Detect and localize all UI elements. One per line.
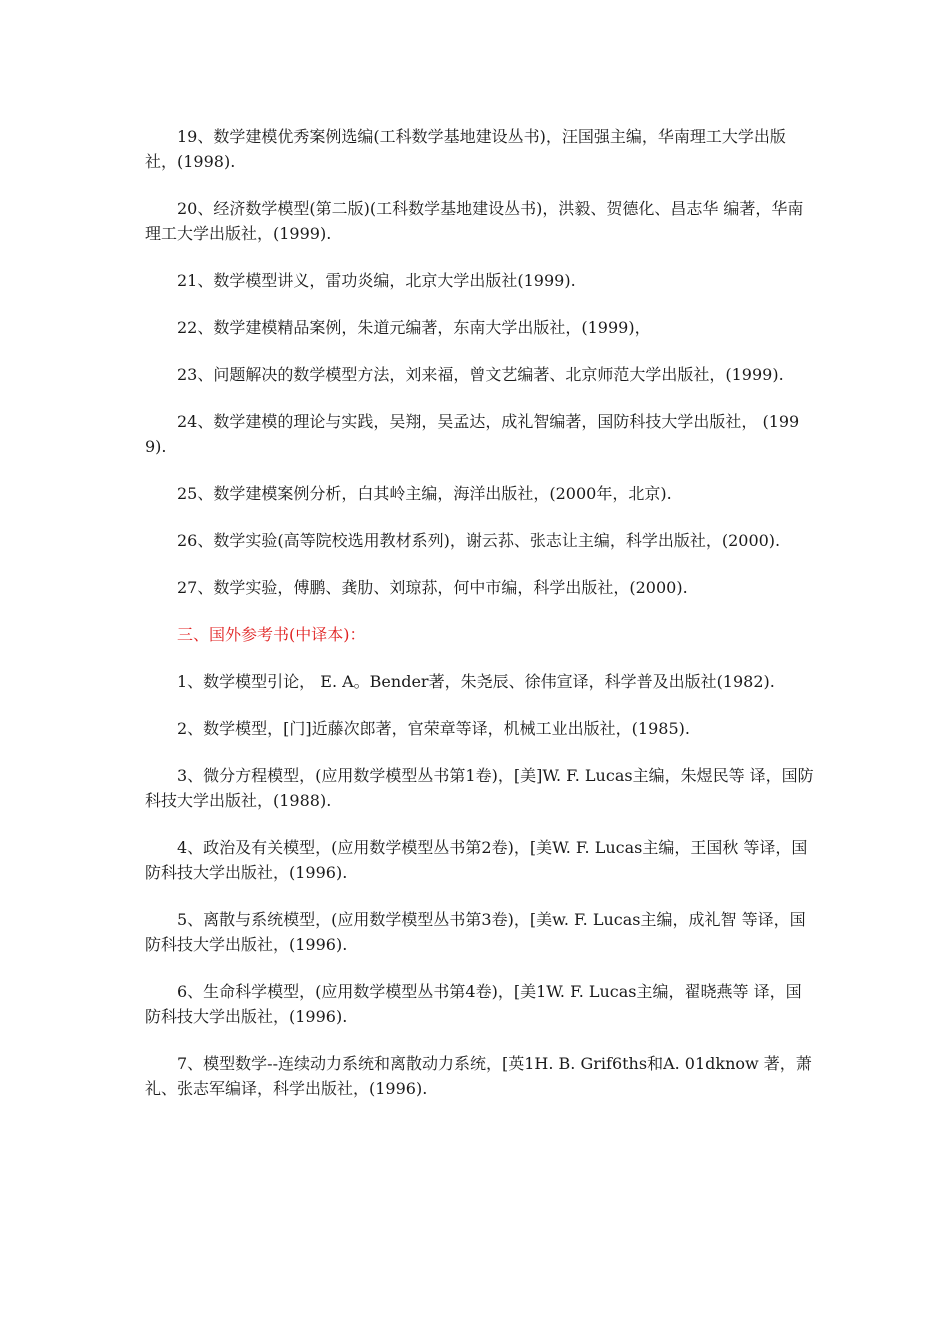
foreign-reference-entry-4: 4、政治及有关模型，(应用数学模型丛书第2卷)，[美W. F. Lucas主编，王国秋 等译，国防科技大学出版社，(1996). (145, 838, 808, 882)
reference-entry-27: 27、数学实验，傅鹏、龚肋、刘琼荪，何中市编，科学出版社，(2000). (177, 578, 688, 597)
reference-list (145, 124, 815, 1123)
foreign-reference-entry-6: 6、生命科学模型，(应用数学模型丛书第4卷)，[美1W. F. Lucas主编，翟晓燕等 译，国防科技大学出版社，(1996). (145, 982, 802, 1026)
foreign-reference-entry-2: 2、数学模型，[门]近藤次郎著，官荣章等译，机械工业出版社，(1985). (177, 719, 690, 738)
reference-entry-20: 20、经济数学模型(第二版)(工科数学基地建设丛书)，洪毅、贺德化、昌志华 编著，华南理工大学出版社，(1999). (145, 199, 804, 243)
foreign-reference-entry-7: 7、模型数学--连续动力系统和离散动力系统，[英1H. B. Grif6ths和A. 01dknow 著，萧礼、张志军编译，科学出版社，(1996). (145, 1054, 812, 1098)
section-heading-foreign-references: 三、国外参考书(中译本)： (177, 625, 366, 644)
reference-entry-22: 22、数学建模精品案例，朱道元编著，东南大学出版社，(1999)， (177, 318, 651, 337)
foreign-reference-entry-1: 1、数学模型引论， E. A。Bender著，朱尧辰、徐伟宣译，科学普及出版社(1982). (177, 672, 775, 691)
reference-entry-23: 23、问题解决的数学模型方法，刘来福，曾文艺编著、北京师范大学出版社，(1999). (177, 365, 784, 384)
reference-entry-19: 19、数学建模优秀案例选编(工科数学基地建设丛书)，汪国强主编，华南理工大学出版社，(1998). (145, 127, 786, 171)
foreign-reference-entry-3: 3、微分方程模型，(应用数学模型丛书第1卷)，[美]W. F. Lucas主编，朱煜民等 译，国防科技大学出版社，(1988). (145, 766, 814, 810)
reference-entry-26: 26、数学实验(高等院校选用教材系列)，谢云荪、张志让主编，科学出版社，(2000). (177, 531, 781, 550)
reference-entry-24: 24、数学建模的理论与实践，吴翔，吴孟达，成礼智编著，国防科技大学出版社， (1999). (145, 412, 800, 456)
reference-entry-25: 25、数学建模案例分析，白其岭主编，海洋出版社，(2000年，北京). (177, 484, 672, 503)
reference-entry-21: 21、数学模型讲义，雷功炎编，北京大学出版社(1999). (177, 271, 576, 290)
foreign-reference-entry-5: 5、离散与系统模型，(应用数学模型丛书第3卷)，[美w. F. Lucas主编，成礼智 等译，国防科技大学出版社，(1996). (145, 910, 806, 954)
